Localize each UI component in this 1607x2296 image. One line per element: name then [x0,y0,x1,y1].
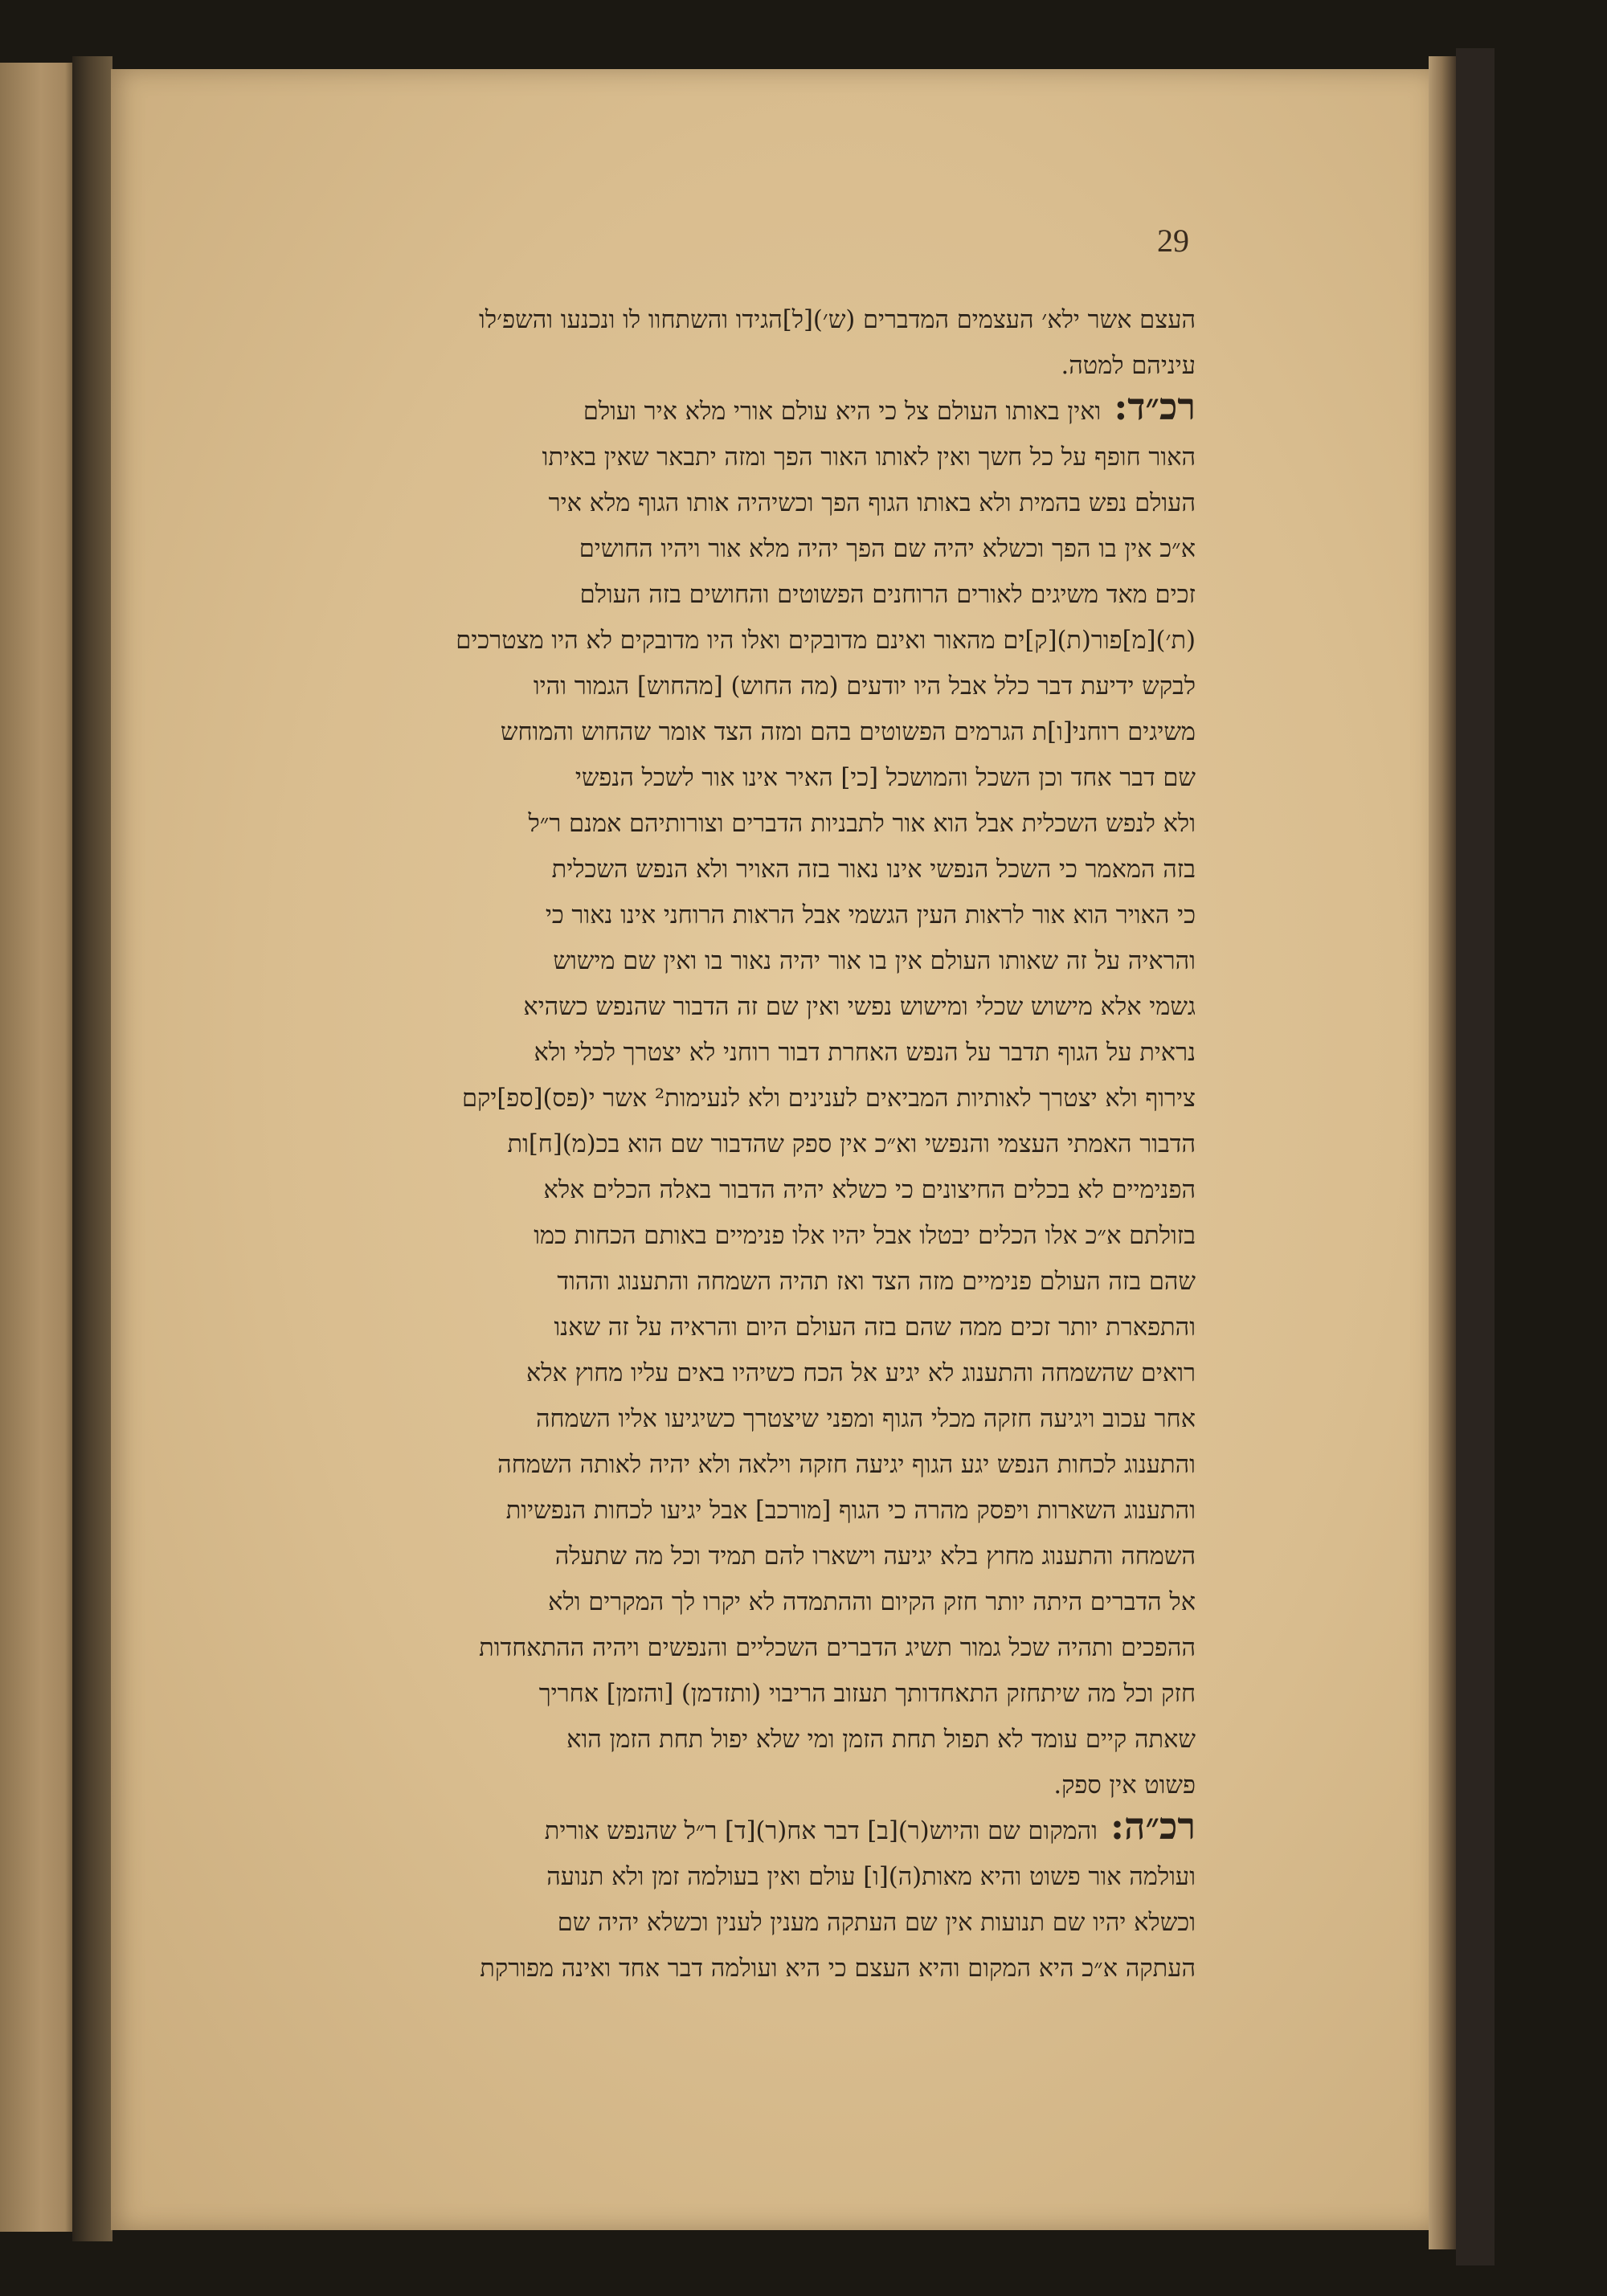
text-line: שם דבר אחד וכן השכל והמושכל [כי] האיר אינו אור לשכל הנפשי [575,764,1196,792]
text-line: העצם אשר ילא׳ העצמים המדברים (ש׳)[ל]הגידו והשתחוו לו ונכנעו והשפ׳לו [479,306,1196,334]
text-line: (ת׳)[מ]פור(ת)[ק]ים מהאור ואינם מדובקים ואלו היו מדובקים לא היו מצטרכים [456,627,1196,655]
text-line: ולא לנפש השכלית אבל הוא אור לתבניות הדברים וצורותיהם אמנם ר״ל [528,810,1196,838]
text-line: שאתה קיים עומד לא תפול תחת הזמן ומי שלא יפול תחת הזמן הוא [566,1726,1196,1754]
section-label: רכ״ד: [1101,389,1196,428]
text-line: זכים מאד משיגים לאורים הרוחנים הפשוטים והחושים בזה העולם [579,581,1196,609]
previous-page-edge [0,63,74,2232]
paragraph [220,1808,1196,1992]
section-label: רכ״ה: [1097,1808,1196,1848]
text-line: והתפארת יותר זכים ממה שהם בזה העולם היום והראיה על זה שאנו [554,1313,1196,1342]
text-line: רכ״ד: ואין באותו העולם צל כי היא עולם אורי מלא איר ועולם [220,389,1196,435]
text-line: משיגים רוחני[ו]ת הגרמים הפשוטים בהם ומזה הצד אומר שהחוש והמוחש [500,718,1196,746]
paragraph [220,297,1196,389]
page-number: 29 [1157,223,1189,259]
text-line: רואים שהשמחה והתענוג לא יגיע אל הכח כשיהיו באים עליו מחוץ אלא [525,1359,1196,1387]
text-line: בזולתם א״כ אלו הכלים יבטלו אבל יהיו אלו פנימיים באותם הכחות כמו [534,1222,1196,1250]
text-line: בזה המאמר כי השכל הנפשי אינו נאור בזה האויר ולא הנפש השכלית [551,856,1196,884]
text-line: אל הדברים היתה יותר חזק הקיום וההתמדה לא יקרו לך המקרים ולא [548,1588,1196,1616]
body-text [220,297,1196,1992]
text-line: וכשלא יהיו שם תנועות אין שם העתקה מענין לענין וכשלא יהיה שם [557,1909,1196,1937]
text-line: לבקש ידיעת דבר כלל אבל היו יודעים (מה החוש) [מהחוש] הגמור והיו [533,672,1196,701]
text-line: צירוף ולא יצטרך לאותיות המביאים לענינים ולא לנעימות² אשר י(פס)[ספ]יקם [462,1085,1196,1113]
text-line: והראיה על זה שאותו העולם אין בו אור יהיה נאור בו ואין שם מישוש [553,947,1196,975]
text-line: העולם נפש בהמית ולא באותו הגוף הפך וכשיהיה אותו הגוף מלא איר [548,489,1196,517]
text-line: והתענוג לכחות הנפש יגע הגוף יגיעה חזקה וילאה ולא יהיה לאותה השמחה [497,1451,1196,1479]
text-line: חזק וכל מה שיתחזק התאחדותך תעזוב הריבוי (ותזדמן) [והזמן] אחריך [538,1680,1196,1708]
text-line: עיניהם למטה. [1061,352,1196,380]
text-line: רכ״ה: והמקום שם והיוש(ר)[ב] דבר אח(ר)[ד] ר״ל שהנפש אורית [220,1808,1196,1854]
text-line: פשוט אין ספק. [1053,1771,1196,1800]
text-line: העתקה א״כ היא המקום והיא העצם כי היא ועולמה דבר אחד ואינה מפורקת [480,1955,1196,1983]
book-cover-edge [1456,48,1495,2265]
text-line: אחר עכוב ויגיעה חזקה מכלי הגוף ומפני שיצטרך כשיגיעו אליו השמחה [535,1405,1196,1433]
book-gutter [72,56,112,2241]
text-line: כי האויר הוא אור לראות העין הגשמי אבל הראות הרוחני אינו נאור כי [545,901,1196,929]
page-edge-right [1429,56,1458,2249]
text-line: הדבור האמתי העצמי והנפשי וא״כ אין ספק שהדבור שם הוא בכ(מ)[ח]ות [507,1130,1196,1158]
text-line: ההפכים ותהיה שכל גמור תשיג הדברים השכליים והנפשים ויהיה ההתאחדות [479,1634,1196,1662]
text-line: האור חופף על כל חשך ואין לאותו האור הפך ומזה יתבאר שאין באיתו [542,443,1196,472]
text-line: גשמי אלא מישוש שכלי ומישוש נפשי ואין שם זה הדבור שהנפש כשהיא [523,993,1196,1021]
text-line: נראית על הגוף תדבר על הנפש האחרת דבור רוחני לא יצטרך לכלי ולא [534,1039,1196,1067]
text-line: והתענוג השארות ויפסק מהרה כי הגוף [מורכב] אבל יגיעו לכחות הנפשיות [505,1497,1196,1525]
text-line: ועולמה אור פשוט והיא מאות(ה)[ו] עולם ואין בעולמה זמן ולא תנועה [546,1863,1196,1891]
paragraph [220,389,1196,1808]
text-line: השמחה והתענוג מחוץ בלא יגיעה וישארו להם תמיד וכל מה שתעלה [554,1542,1196,1571]
text-line: שהם בזה העולם פנימיים מזה הצד ואז תהיה השמחה והתענוג וההוד [557,1268,1196,1296]
text-line: הפנימיים לא בכלים החיצונים כי כשלא יהיה הדבור באלה הכלים אלא [543,1176,1196,1204]
text-line: א״כ אין בו הפך וכשלא יהיה שם הפך יהיה מלא אור ויהיו החושים [579,535,1196,563]
